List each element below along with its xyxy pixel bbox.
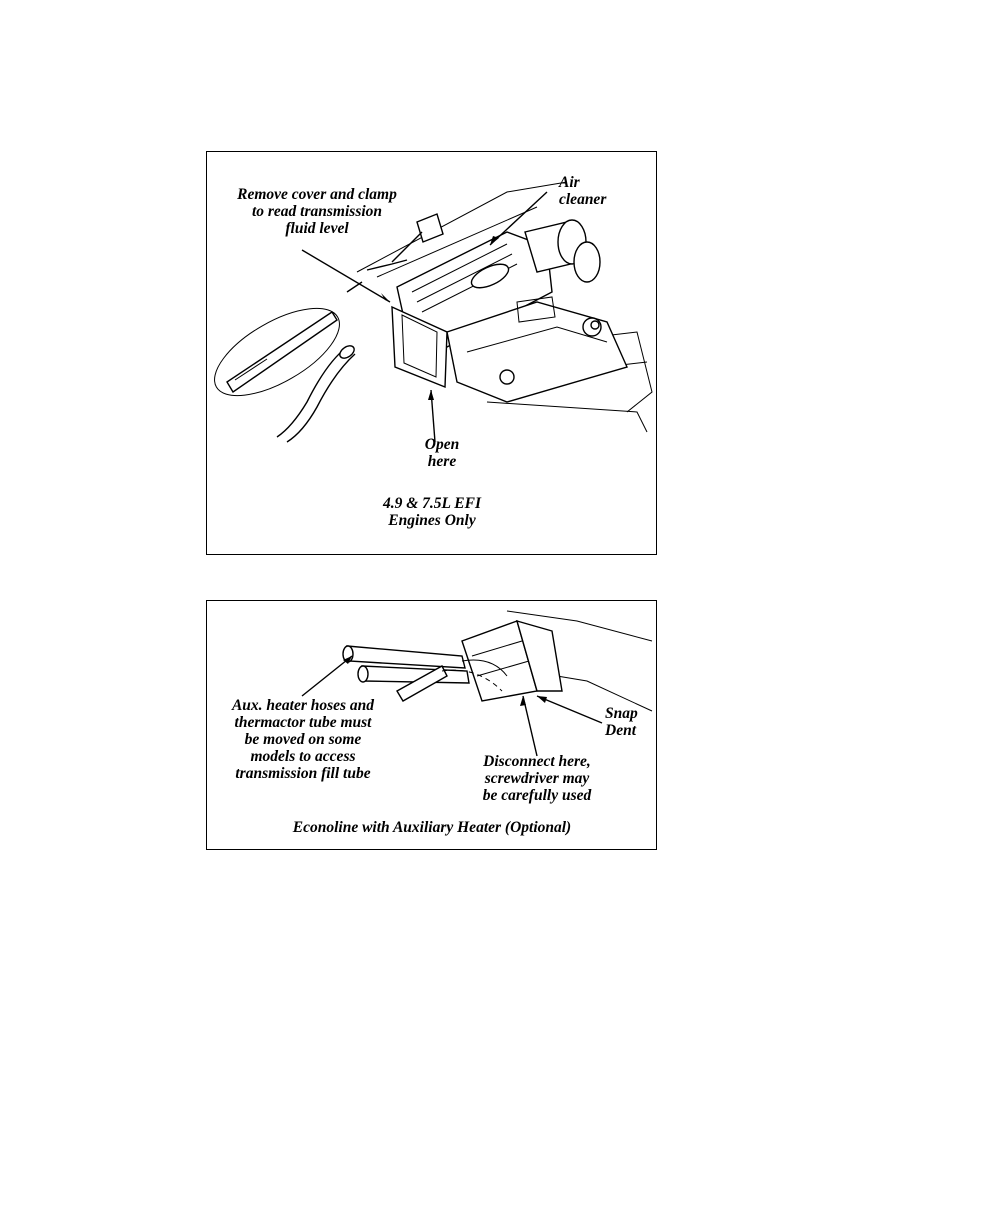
figure-caption-econoline: Econoline with Auxiliary Heater (Optional) [292,819,572,836]
callout-remove-cover: Remove cover and clamp to read transmission fluid level [237,186,397,237]
callout-snap-dent: Snap Dent [605,705,638,739]
callout-air-cleaner: Air cleaner [559,174,607,208]
figure-caption-engines: 4.9 & 7.5L EFI Engines Only [382,495,482,529]
figure-efi-engine [206,151,657,555]
callout-disconnect-here: Disconnect here, screwdriver may be carefully used [482,753,592,804]
figure-aux-heater [206,600,657,850]
callout-aux-heater-hoses: Aux. heater hoses and thermactor tube must be moved on some models to access transmission fill tube [231,697,375,782]
callout-open-here: Open here [424,436,460,470]
